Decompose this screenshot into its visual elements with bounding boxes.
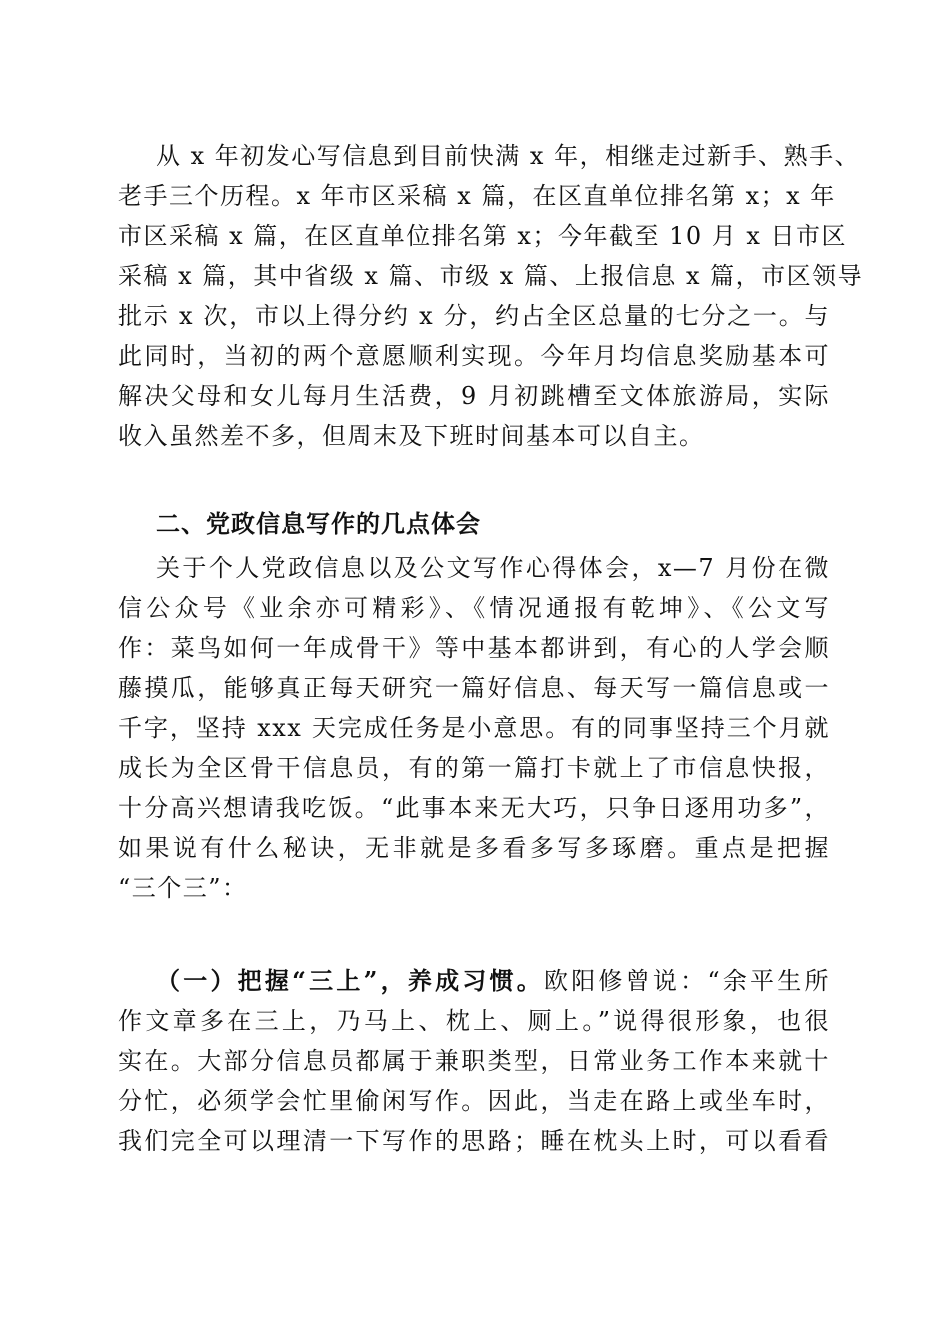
text-line: 分忙，必须学会忙里偷闲写作。因此，当走在路上或坐车时， (118, 1087, 830, 1115)
text-line: 市区采稿 x 篇，在区直单位排名第 x；今年截至 10 月 x 日市区 (118, 222, 848, 250)
text-line: 老手三个历程。x 年市区采稿 x 篇，在区直单位排名第 x；x 年 (118, 182, 836, 210)
text-line: 我们完全可以理清一下写作的思路；睡在枕头上时，可以看看 (118, 1127, 830, 1155)
text-line: 实在。大部分信息员都属于兼职类型，日常业务工作本来就十 (118, 1047, 830, 1075)
text-line: 收入虽然差不多，但周末及下班时间基本可以自主。 (118, 422, 705, 450)
paragraph-experience (118, 548, 830, 908)
text-line: 作：菜鸟如何一年成骨干》等中基本都讲到，有心的人学会顺 (118, 634, 830, 662)
text-line: 此同时，当初的两个意愿顺利实现。今年月均信息奖励基本可 (118, 342, 830, 370)
text-line: 千字，坚持 xxx 天完成任务是小意思。有的同事坚持三个月就 (118, 714, 830, 742)
text-line: 从 x 年初发心写信息到目前快满 x 年，相继走过新手、熟手、 (156, 142, 861, 170)
paragraph-progress (118, 136, 864, 456)
section-heading: 二、党政信息写作的几点体会 (156, 510, 481, 538)
text-line: “三个三”： (118, 874, 248, 902)
text-line: 采稿 x 篇，其中省级 x 篇、市级 x 篇、上报信息 x 篇，市区领导 (118, 262, 864, 290)
text-line: 作文章多在三上，乃马上、枕上、厕上。”说得很形象，也很 (118, 1007, 830, 1035)
paragraph-three-ups (118, 961, 830, 1161)
text-line: 十分高兴想请我吃饭。“此事本来无大巧，只争日逐用功多”， (118, 794, 830, 822)
text-line: 成长为全区骨干信息员，有的第一篇打卡就上了市信息快报， (118, 754, 830, 782)
text-line: 如果说有什么秘诀，无非就是多看多写多琢磨。重点是把握 (118, 834, 830, 862)
text-line: 藤摸瓜，能够真正每天研究一篇好信息、每天写一篇信息或一 (118, 674, 830, 702)
section-heading-block (118, 504, 830, 544)
subheading-three-ups: （一）把握“三上”，养成习惯。 (156, 966, 544, 995)
text-line (118, 961, 830, 1001)
text-line: 批示 x 次，市以上得分约 x 分，约占全区总量的七分之一。与 (118, 302, 830, 330)
text-line: 关于个人党政信息以及公文写作心得体会，x—7 月份在微 (156, 554, 830, 582)
text-line: 解决父母和女儿每月生活费，9 月初跳槽至文体旅游局，实际 (118, 382, 830, 410)
text-run: 欧阳修曾说：“余平生所 (543, 967, 830, 995)
text-line: 信公众号《业余亦可精彩》、《情况通报有乾坤》、《公文写 (118, 594, 830, 622)
